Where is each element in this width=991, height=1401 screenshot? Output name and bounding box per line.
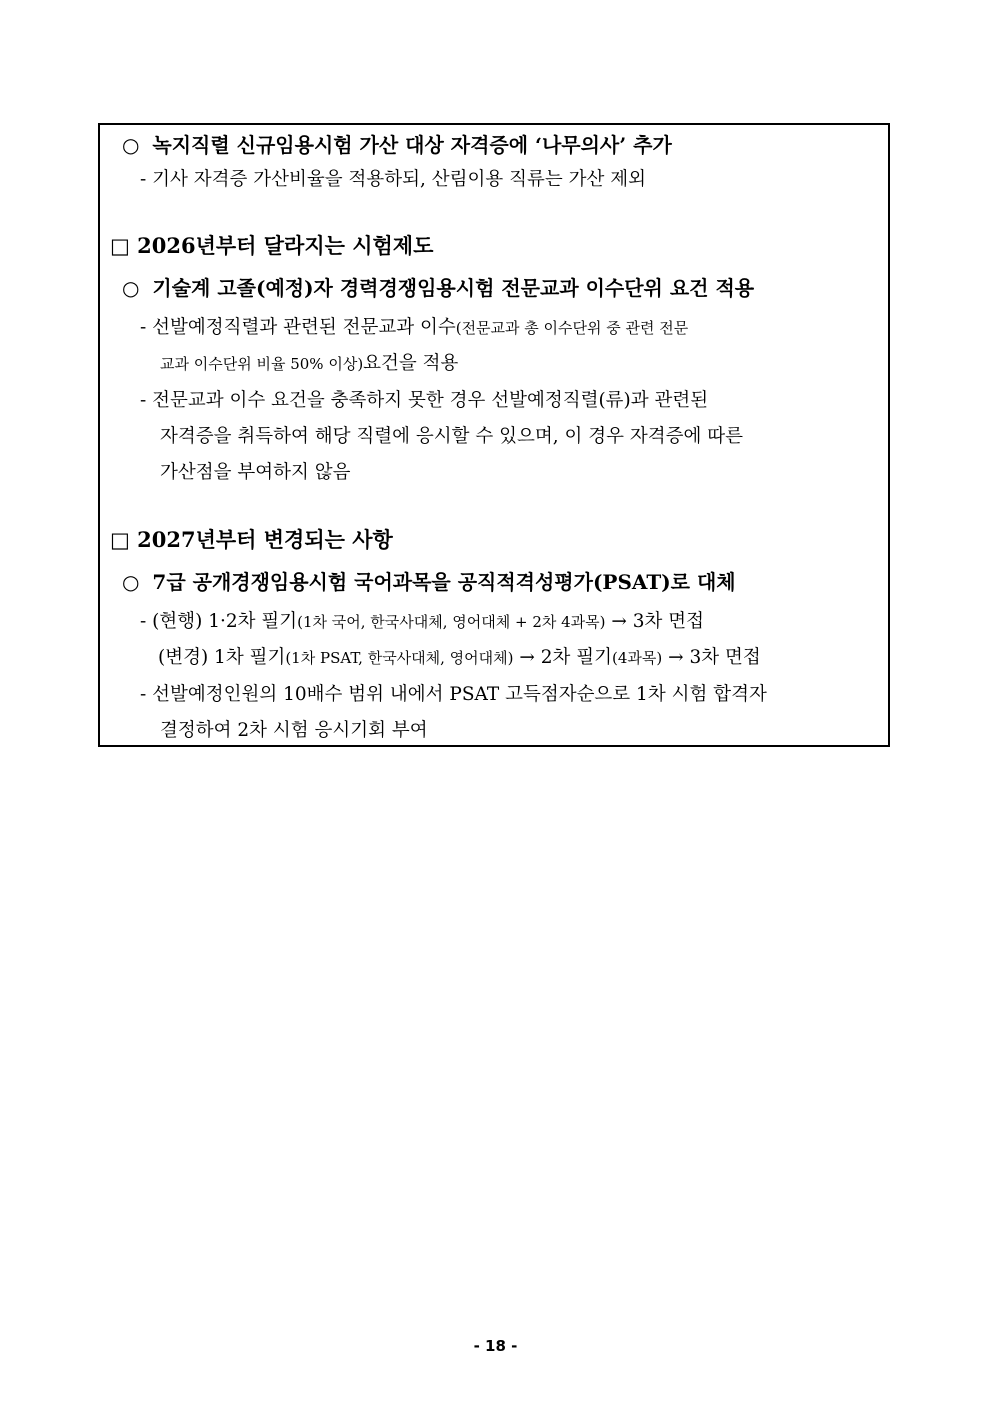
bullet-item-vocational: [122, 278, 754, 298]
section-title-2027: □ 2027년부터 변경되는 사항: [110, 527, 393, 552]
current-label: - (현행) 1·2차 필기: [140, 611, 298, 632]
sub-item-text: - 전문교과 이수 요건을 충족하지 못한 경우 선발예정직렬(류)과 관련된: [140, 390, 709, 411]
current-note: (1차 국어, 한국사대체, 영어대체 + 2차 4과목): [297, 613, 606, 631]
page-number: - 18 -: [473, 1337, 518, 1355]
section-title-2026: □ 2026년부터 달라지는 시험제도: [110, 233, 434, 258]
sub-item-note: 교과 이수단위 비율 50% 이상): [160, 355, 364, 373]
sub-item-note: (전문교과 총 이수단위 중 관련 전문: [455, 319, 689, 337]
item-heading: 7급 공개경쟁임용시험 국어과목을 공직적격성평가(PSAT)로 대체: [152, 570, 736, 594]
sub-item-changed: [158, 649, 761, 668]
sub-item-continued: 결정하여 2차 시험 응시기회 부여: [160, 720, 428, 741]
sub-item-main: 요건을 적용: [363, 353, 459, 374]
sub-item-continued: 자격증을 취득하여 해당 직렬에 응시할 수 있으며, 이 경우 자격증에 따른: [160, 426, 743, 447]
item-heading: 기술계 고졸(예정)자 경력경쟁임용시험 전문교과 이수단위 요건 적용: [152, 276, 755, 300]
changed-note: (1차 PSAT, 한국사대체, 영어대체): [285, 649, 514, 667]
changed-second: → 2차 필기: [513, 647, 613, 668]
bullet-item-nursery: [122, 135, 672, 155]
sub-item-current: [140, 613, 704, 632]
circle-bullet-icon: ○: [122, 570, 140, 594]
bullet-item-psat: [122, 572, 736, 592]
sub-item-text: - 선발예정인원의 10배수 범위 내에서 PSAT 고득점자순으로 1차 시험 합격자: [140, 684, 767, 705]
current-interview: → 3차 면접: [605, 611, 705, 632]
changed-interview: → 3차 면접: [662, 647, 761, 668]
changed-note: (4과목): [612, 649, 663, 667]
sub-item-text: [140, 319, 688, 338]
sub-item-continued: [160, 355, 458, 374]
changed-label: (변경) 1차 필기: [158, 647, 286, 668]
sub-item-text: - 기사 자격증 가산비율을 적용하되, 산림이용 직류는 가산 제외: [140, 169, 646, 190]
item-heading: 녹지직렬 신규임용시험 가산 대상 자격증에 ‘나무의사’ 추가: [152, 133, 672, 157]
content-box: [98, 123, 890, 747]
circle-bullet-icon: ○: [122, 133, 140, 157]
sub-item-main: - 선발예정직렬과 관련된 전문교과 이수: [140, 317, 456, 338]
circle-bullet-icon: ○: [122, 276, 140, 300]
sub-item-continued: 가산점을 부여하지 않음: [160, 462, 351, 483]
